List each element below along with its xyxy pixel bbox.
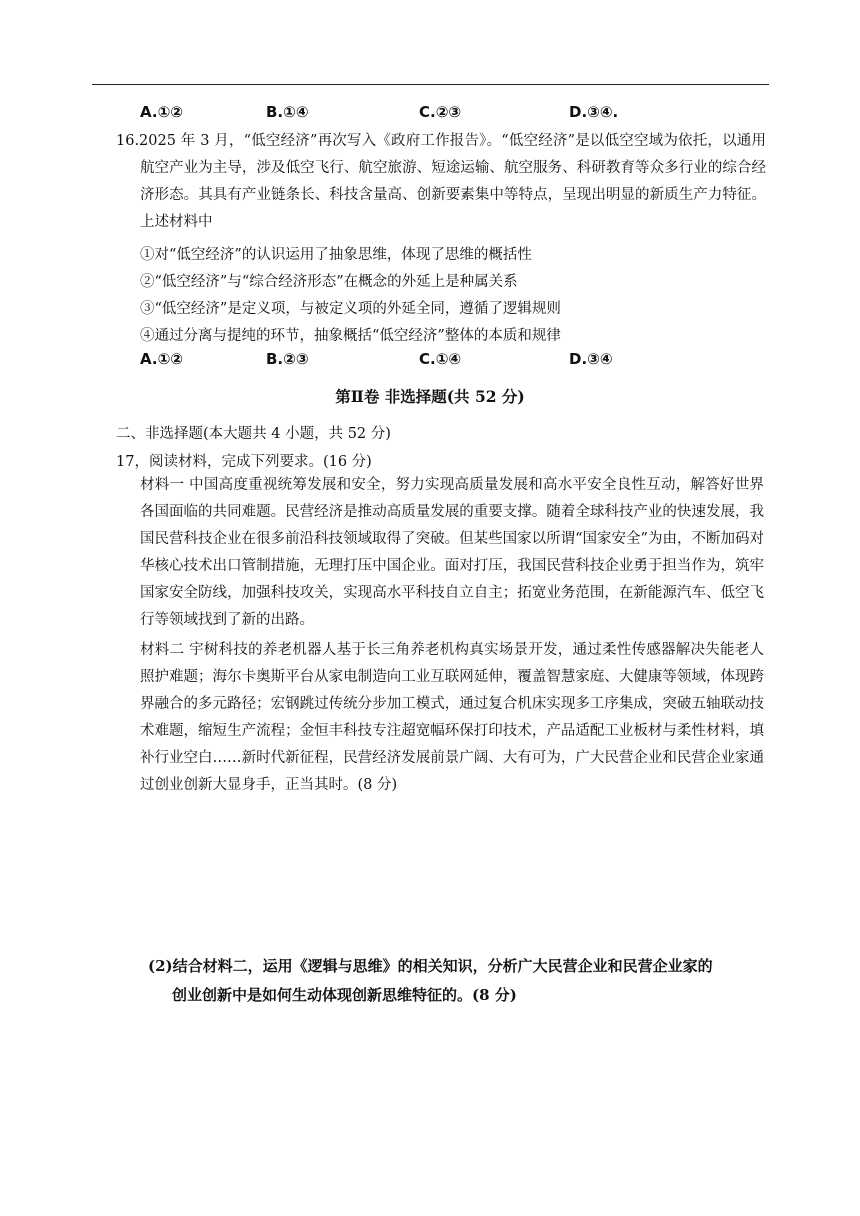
q16-option-b[interactable]: B.②③ bbox=[266, 350, 309, 368]
q16-statement-3: ③“低空经济”是定义项，与被定义项的外延全同，遵循了逻辑规则 bbox=[140, 301, 561, 317]
section-title: 第Ⅱ卷 非选择题(共 52 分) bbox=[335, 387, 525, 406]
q16-option-d[interactable]: D.③④ bbox=[569, 350, 613, 368]
q16-option-a[interactable]: A.①② bbox=[140, 350, 183, 368]
q16-statement-4: ④通过分离与提纯的环节，抽象概括“低空经济”整体的本质和规律 bbox=[140, 328, 561, 344]
q16-stem: 16.2025 年 3 月，“低空经济”再次写入《政府工作报告》。“低空经济”是以低空空域为依托，以通用航空产业为主导，涉及低空飞行、航空旅游、短途运输、航空服务、科研教育等众多行业的综合经济形态。其具有产业链条长、科技含量高、创新要素集中等特点，呈现出明显的新质生产力特征。上述材料中 bbox=[116, 133, 766, 230]
q15-option-d[interactable]: D.③④. bbox=[569, 103, 619, 121]
q15-option-b[interactable]: B.①④ bbox=[266, 103, 309, 121]
q17-stem: 17，阅读材料，完成下列要求。(16 分) bbox=[116, 454, 372, 470]
q17-material-1: 材料一 中国高度重视统筹发展和安全，努力实现高质量发展和高水平安全良性互动，解答好世界各国面临的共同难题。民营经济是推动高质量发展的重要支撑。随着全球科技产业的快速发展，我国民营科技企业在很多前沿科技领域取得了突破。但某些国家以所谓“国家安全”为由，不断加码对华核心技术出口管制措施，无理打压中国企业。面对打压，我国民营科技企业勇于担当作为，筑牢国家安全防线，加强科技攻关，实现高水平科技自立自主；拓宽业务范围，在新能源汽车、低空飞行等领域找到了新的出路。 bbox=[140, 477, 764, 628]
q17-sub2-line2: 创业创新中是如何生动体现创新思维特征的。(8 分) bbox=[172, 986, 517, 1004]
q16-statement-1: ①对“低空经济”的认识运用了抽象思维，体现了思维的概括性 bbox=[140, 247, 532, 263]
q15-option-c[interactable]: C.②③ bbox=[419, 103, 462, 121]
q16-statement-2: ②“低空经济”与“综合经济形态”在概念的外延上是种属关系 bbox=[140, 274, 518, 290]
q17-sub2-line1: (2)结合材料二，运用《逻辑与思维》的相关知识，分析广大民营企业和民营企业家的 bbox=[148, 957, 713, 975]
q15-option-a[interactable]: A.①② bbox=[140, 103, 183, 121]
header-rule bbox=[92, 84, 769, 85]
q17-material-2: 材料二 宇树科技的养老机器人基于长三角养老机构真实场景开发，通过柔性传感器解决失能老人照护难题；海尔卡奥斯平台从家电制造向工业互联网延伸，覆盖智慧家庭、大健康等领域，体现跨界融合的多元路径；宏钢跳过传统分步加工模式，通过复合机床实现多工序集成，突破五轴联动技术难题，缩短生产流程；金恒丰科技专注超宽幅环保打印技术，产品适配工业板材与柔性材料，填补行业空白……新时代新征程，民营经济发展前景广阔、大有可为，广大民营企业和民营企业家通过创业创新大显身手，正当其时。(8 分) bbox=[140, 642, 764, 793]
q16-option-c[interactable]: C.①④ bbox=[419, 350, 462, 368]
section-heading: 二、非选择题(本大题共 4 小题，共 52 分) bbox=[116, 426, 391, 442]
